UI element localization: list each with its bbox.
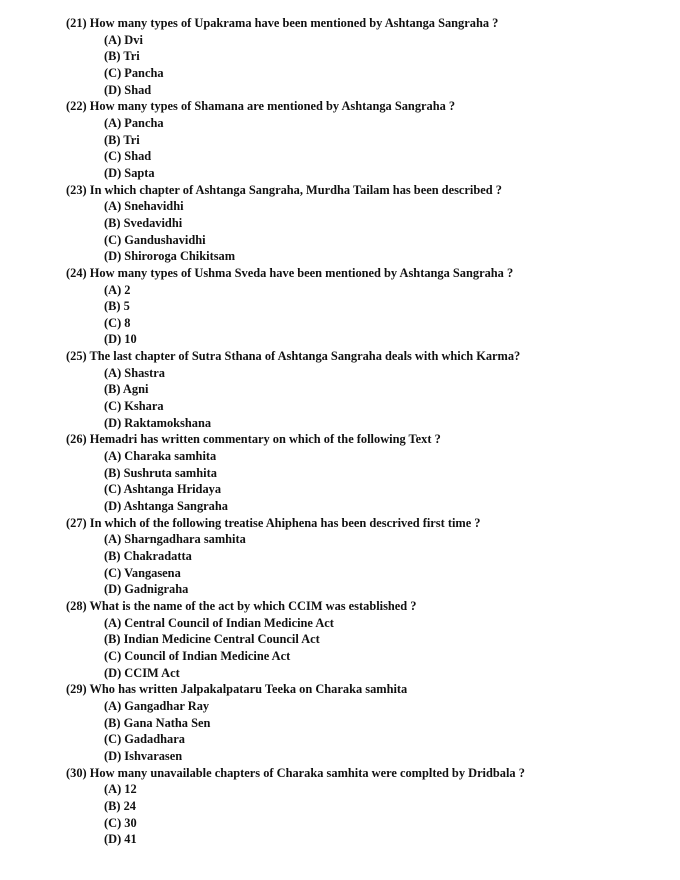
option-b: (B) Tri <box>104 49 140 64</box>
question-27 <box>0 515 680 598</box>
question-text: (26) Hemadri has written commentary on which of the following Text ? <box>66 432 441 447</box>
option-d: (D) CCIM Act <box>104 665 180 680</box>
option-c: (C) Ashtanga Hridaya <box>104 482 222 497</box>
question-text: (23) In which chapter of Ashtanga Sangraha, Murdha Tailam has been described ? <box>66 182 502 197</box>
question-30 <box>0 765 680 848</box>
option-c: (C) Gadadhara <box>104 732 185 747</box>
question-text: (25) The last chapter of Sutra Sthana of Ashtanga Sangraha deals with which Karma? <box>66 349 521 364</box>
question-24 <box>0 265 680 348</box>
option-b: (B) 24 <box>104 798 137 813</box>
question-25 <box>0 348 680 431</box>
question-text: (22) How many types of Shamana are mentioned by Ashtanga Sangraha ? <box>66 99 456 114</box>
option-a: (A) 2 <box>104 282 131 297</box>
option-d: (D) 10 <box>104 332 137 347</box>
option-d: (D) 41 <box>104 832 137 847</box>
option-a: (A) 12 <box>104 782 137 797</box>
option-b: (B) Svedavidhi <box>104 215 183 230</box>
option-c: (C) Vangasena <box>104 565 181 580</box>
question-text: (29) Who has written Jalpakalpataru Teeka on Charaka samhita <box>66 682 408 697</box>
question-text: (27) In which of the following treatise Ahiphena has been descrived first time ? <box>66 515 481 530</box>
option-c: (C) Pancha <box>104 65 164 80</box>
option-a: (A) Pancha <box>104 115 164 130</box>
option-b: (B) Chakradatta <box>104 549 192 563</box>
option-a: (A) Charaka samhita <box>104 449 217 464</box>
question-28 <box>0 598 680 681</box>
option-b: (B) Gana Natha Sen <box>104 715 211 730</box>
question-26 <box>0 431 680 514</box>
option-c: (C) 8 <box>104 315 131 330</box>
option-d: (D) Gadnigraha <box>104 582 189 597</box>
option-b: (B) Tri <box>104 132 140 147</box>
option-c: (C) Shad <box>104 149 152 164</box>
option-c: (C) Council of Indian Medicine Act <box>104 648 291 663</box>
option-c: (C) 30 <box>104 815 137 830</box>
option-a: (A) Central Council of Indian Medicine Act <box>104 615 334 630</box>
option-d: (D) Shad <box>104 82 152 97</box>
question-22 <box>0 98 680 181</box>
option-d: (D) Raktamokshana <box>104 415 212 430</box>
option-b: (B) 5 <box>104 299 130 314</box>
option-a: (A) Gangadhar Ray <box>104 698 210 713</box>
question-text: (30) How many unavailable chapters of Charaka samhita were complted by Dridbala ? <box>66 765 525 780</box>
question-text: (24) How many types of Ushma Sveda have been mentioned by Ashtanga Sangraha ? <box>66 265 514 280</box>
option-a: (A) Dvi <box>104 32 143 47</box>
question-21 <box>0 15 680 98</box>
option-c: (C) Kshara <box>104 399 164 414</box>
option-d: (D) Sapta <box>104 165 155 180</box>
question-text: (28) What is the name of the act by which CCIM was established ? <box>66 598 417 613</box>
option-b: (B) Agni <box>104 382 149 397</box>
option-c: (C) Gandushavidhi <box>104 232 206 247</box>
option-b: (B) Indian Medicine Central Council Act <box>104 632 320 647</box>
question-29 <box>0 681 680 764</box>
option-a: (A) Sharngadhara samhita <box>104 532 246 547</box>
question-text: (21) How many types of Upakrama have been mentioned by Ashtanga Sangraha ? <box>66 16 499 30</box>
option-a: (A) Shastra <box>104 365 165 380</box>
option-b: (B) Sushruta samhita <box>104 465 217 480</box>
question-23 <box>0 182 680 265</box>
option-a: (A) Snehavidhi <box>104 199 184 214</box>
option-d: (D) Ishvarasen <box>104 748 183 763</box>
option-d: (D) Shiroroga Chikitsam <box>104 249 236 264</box>
option-d: (D) Ashtanga Sangraha <box>104 499 228 514</box>
